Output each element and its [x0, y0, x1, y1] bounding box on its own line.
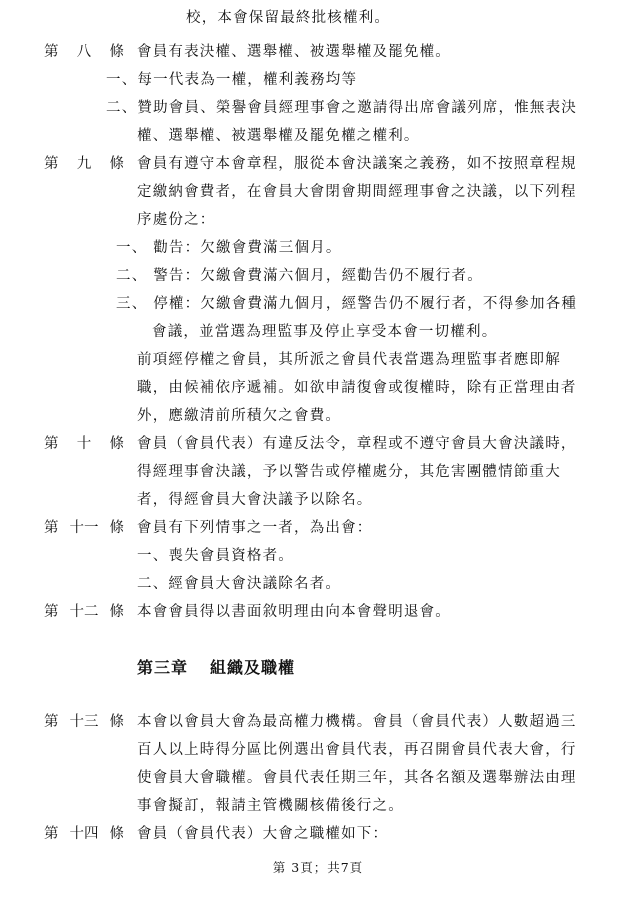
article-number-part: 十四	[69, 826, 99, 842]
text-line: 會員有下列情事之一者，為出會：	[137, 520, 373, 536]
article-number-part: 八	[76, 44, 92, 60]
article-number-part: 第	[44, 156, 59, 172]
text-line: 使會員大會職權。會員代表任期三年，其各名額及選舉辦法由理	[137, 770, 577, 786]
article-number-part: 第	[44, 604, 59, 620]
text-line: 會員有表決權、選舉權、被選舉權及罷免權。	[137, 44, 451, 60]
article-number-part: 第	[44, 520, 59, 536]
text-line: 本會以會員大會為最高權力機構。會員（會員代表）人數超過三	[137, 714, 577, 730]
text-line: 會員（會員代表）大會之職權如下：	[137, 826, 389, 842]
page-footer: 第 3頁；共7頁	[272, 860, 364, 875]
text-line: 二、贊助會員、榮譽會員經理事會之邀請得出席會議列席，惟無表決	[106, 100, 577, 116]
text-line: 得經理事會決議，予以警告或停權處分，其危害團體情節重大	[137, 464, 561, 480]
article-number-part: 條	[109, 436, 124, 452]
article-number-part: 第	[44, 826, 59, 842]
text-line: 本會會員得以書面敘明理由向本會聲明退會。	[137, 604, 451, 620]
article-number	[44, 602, 124, 622]
article-number-part: 十一	[69, 520, 99, 536]
article-number	[44, 712, 124, 732]
article-number-part: 條	[109, 156, 124, 172]
article-number-part: 條	[109, 604, 124, 620]
text-line: 會員有遵守本會章程，服從本會決議案之義務，如不按照章程規	[137, 156, 577, 172]
article-number-part: 條	[109, 44, 124, 60]
text-line: 一、每一代表為一權，權利義務均等	[106, 72, 358, 88]
chapter-heading	[137, 655, 295, 678]
article-number-part: 十三	[69, 714, 99, 730]
text-line: 一、喪失會員資格者。	[137, 548, 294, 564]
text-line: 定繳納會費者，在會員大會閉會期間經理事會之決議，以下列程	[137, 184, 577, 200]
text-line: 事會擬訂，報請主管機關核備後行之。	[137, 798, 404, 814]
text-line: 序處份之：	[137, 212, 216, 228]
article-number-part: 條	[109, 826, 124, 842]
article-number	[44, 154, 124, 174]
article-number-part: 條	[109, 520, 124, 536]
article-number-part: 九	[76, 156, 92, 172]
article-number-part: 十	[76, 436, 92, 452]
article-number	[44, 42, 124, 62]
text-line: 前項經停權之會員，其所派之會員代表當選為理監事者應即解	[137, 352, 561, 368]
text-line: 權、選舉權、被選舉權及罷免權之權利。	[137, 128, 420, 144]
chapter-number: 第三章	[137, 658, 189, 677]
text-line: 外，應繳清前所積欠之會費。	[137, 408, 342, 424]
article-number	[44, 434, 124, 454]
text-line: 校，本會保留最終批核權利。	[186, 10, 391, 26]
text-line: 會員（會員代表）有違反法令，章程或不遵守會員大會決議時，	[137, 436, 577, 452]
text-line: 會議，並當選為理監事及停止享受本會一切權利。	[152, 324, 498, 340]
text-line: 一、 勸告：欠繳會費滿三個月。	[116, 240, 342, 256]
chapter-title: 組織及職權	[210, 658, 296, 677]
article-number-part: 第	[44, 436, 59, 452]
text-line: 職，由候補依序遞補。如欲申請復會或復權時，除有正當理由者	[137, 380, 577, 396]
text-line: 二、 警告：欠繳會費滿六個月，經勸告仍不履行者。	[116, 268, 483, 284]
article-number-part: 第	[44, 714, 59, 730]
text-line: 三、 停權：欠繳會費滿九個月，經警告仍不履行者，不得參加各種	[116, 296, 578, 312]
article-number-part: 十二	[69, 604, 99, 620]
article-number-part: 條	[109, 714, 124, 730]
article-number	[44, 518, 124, 538]
text-line: 者，得經會員大會決議予以除名。	[137, 492, 373, 508]
text-line: 百人以上時得分區比例選出會員代表，再召開會員代表大會，行	[137, 742, 577, 758]
article-number	[44, 824, 124, 844]
article-number-part: 第	[44, 44, 59, 60]
text-line: 二、經會員大會決議除名者。	[137, 576, 342, 592]
